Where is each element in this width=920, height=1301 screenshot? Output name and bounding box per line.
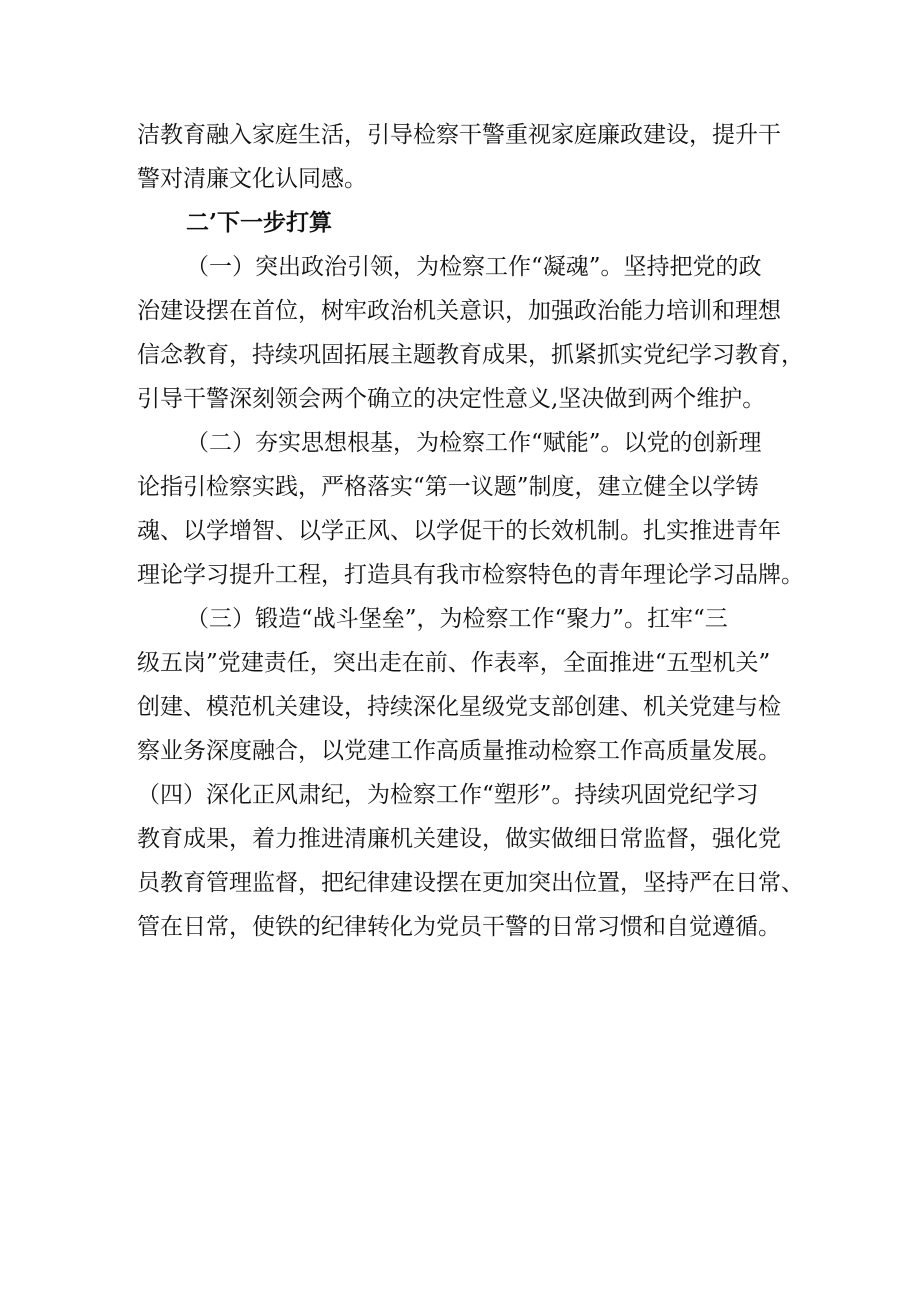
paragraph-3-line-3: 创建、模范机关建设，持续深化星级党支部创建、机关党建与检 xyxy=(137,694,781,720)
paragraph-1-line-4: 引导干警深刻领会两个确立的决定性意义,坚决做到两个维护。 xyxy=(137,386,766,412)
paragraph-4-line-4: 管在日常，使铁的纪律转化为党员干警的日常习惯和自觉遵循。 xyxy=(137,914,781,940)
paragraph-4-line-3: 员教育管理监督，把纪律建设摆在更加突出位置，坚持严在日常、 xyxy=(137,870,804,896)
continuation-line-2: 警对清廉文化认同感。 xyxy=(137,166,367,192)
paragraph-2-line-2: 论指引检察实践，严格落实“第一议题”制度，建立健全以学铸 xyxy=(137,474,759,500)
paragraph-4-line-1: （四）深化正风肃纪，为检察工作“塑形”。持续巩固党纪学习 xyxy=(137,782,759,808)
paragraph-2-line-1: （二）夯实思想根基，为检察工作“赋能”。以党的创新理 xyxy=(186,430,762,456)
paragraph-4-line-2: 教育成果，着力推进清廉机关建设，做实做细日常监督，强化党 xyxy=(137,826,781,852)
paragraph-3-line-2: 级五岗”党建责任，突出走在前、作表率，全面推进“五型机关” xyxy=(137,650,771,676)
paragraph-1-line-1: （一）突出政治引领，为检察工作“凝魂”。坚持把党的政 xyxy=(186,254,762,280)
paragraph-1-line-3: 信念教育，持续巩固拓展主题教育成果，抓紧抓实党纪学习教育， xyxy=(137,342,804,368)
continuation-line-1: 洁教育融入家庭生活，引导检察干警重视家庭廉政建设，提升干 xyxy=(137,122,781,148)
paragraph-1-line-2: 治建设摆在首位，树牢政治机关意识，加强政治能力培训和理想 xyxy=(137,298,781,324)
section-heading: 二’下一步打算 xyxy=(186,209,333,236)
paragraph-3-line-1: （三）锻造“战斗堡垒”，为检察工作“聚力”。扛牢“三 xyxy=(186,606,728,632)
paragraph-2-line-3: 魂、以学增智、以学正风、以学促干的长效机制。扎实推进青年 xyxy=(137,518,781,544)
paragraph-3-line-4: 察业务深度融合，以党建工作高质量推动检察工作高质量发展。 xyxy=(137,738,781,764)
paragraph-2-line-4: 理论学习提升工程，打造具有我市检察特色的青年理论学习品牌。 xyxy=(137,562,804,588)
